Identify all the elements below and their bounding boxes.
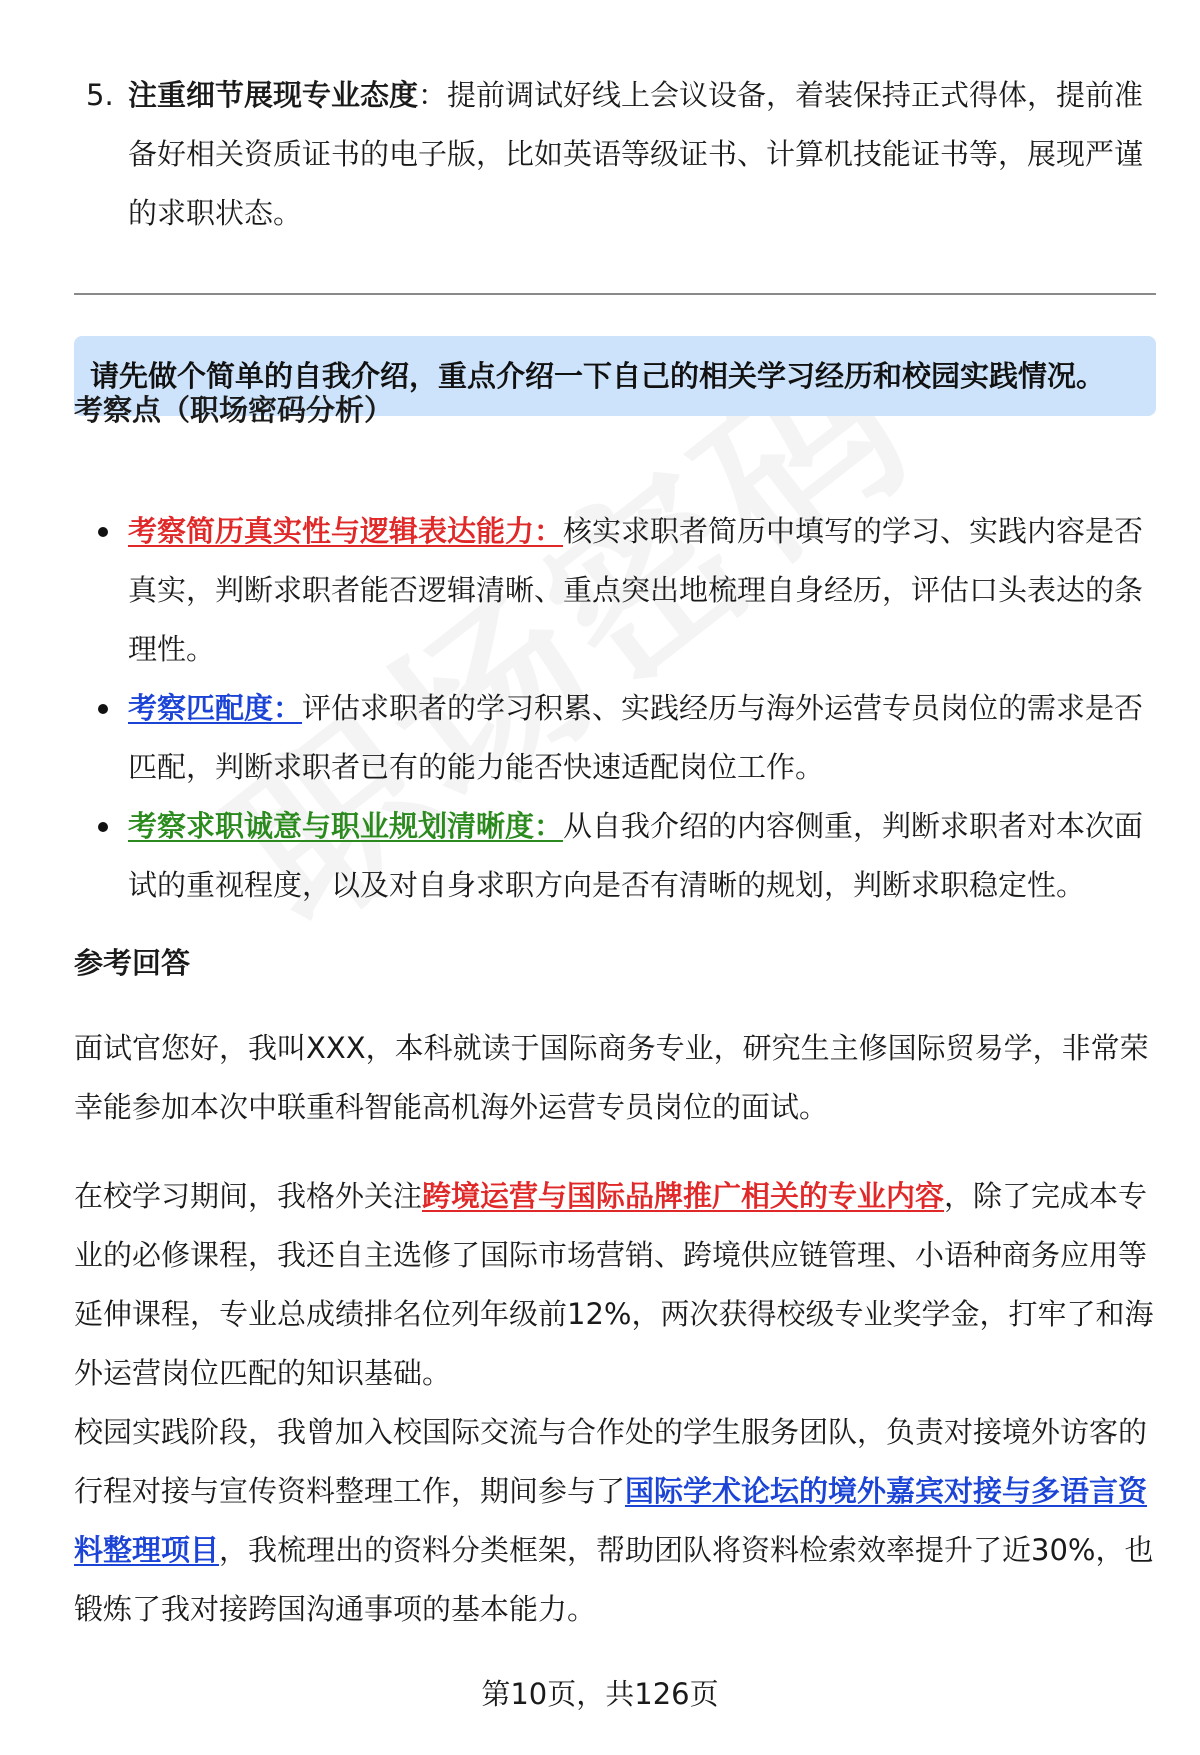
- paragraph-text: ，我梳理出的资料分类框架，帮助团队将资料检索效率提升了近30%，也锻炼了我对接跨国沟通事项的基本能力。: [74, 1533, 1154, 1626]
- answer-paragraph-3: [74, 1403, 1156, 1639]
- point-text: 核实求职者简历中填写的学习、实践内容是否真实，判断求职者能否逻辑清晰、重点突出地梳理自身经历，评估口头表达的条理性。: [128, 514, 1144, 666]
- assessment-heading: 考察点（职场密码分析）: [74, 393, 394, 427]
- item-body: [128, 66, 1146, 243]
- highlight-text: 跨境运营与国际品牌推广相关的专业内容: [422, 1179, 945, 1213]
- point-text: 从自我介绍的内容侧重，判断求职者对本次面试的重视程度，以及对自身求职方向是否有清晰的规划，判断求职稳定性。: [128, 809, 1144, 902]
- assessment-point: [74, 502, 1156, 679]
- bullet-dot-icon: [98, 822, 108, 832]
- interview-question: 请先做个简单的自我介绍，重点介绍一下自己的相关学习经历和校园实践情况。: [74, 336, 1156, 416]
- paragraph-text: 在校学习期间，我格外关注: [74, 1179, 423, 1213]
- item-text: ：提前调试好线上会议设备，着装保持正式得体，提前准备好相关资质证书的电子版，比如英语等级证书、计算机技能证书等，展现严谨的求职状态。: [128, 78, 1144, 230]
- paragraph-text: 校园实践阶段，我曾加入校国际交流与合作处的学生服务团队，负责对接境外访客的行程对接与宣传资料整理工作，期间参与了: [74, 1415, 1148, 1508]
- assessment-point: [74, 797, 1156, 915]
- point-label: 考察简历真实性与逻辑表达能力：: [128, 514, 564, 548]
- point-label: 考察匹配度：: [128, 691, 303, 725]
- item-number: 5.: [86, 78, 114, 112]
- page-number: 第10页，共126页: [481, 1677, 719, 1711]
- answer-paragraph-2: [74, 1167, 1156, 1403]
- answer-paragraph-1: 面试官您好，我叫XXX，本科就读于国际商务专业，研究生主修国际贸易学，非常荣幸能参加本次中联重科智能高机海外运营专员岗位的面试。: [74, 1031, 1149, 1124]
- answer-heading: 参考回答: [74, 946, 191, 980]
- highlight-text: 国际学术论坛的境外嘉宾对接与多语言资料整理项目: [74, 1474, 1148, 1567]
- assessment-point: [74, 679, 1156, 797]
- assessment-points: [74, 502, 1156, 915]
- list-item-5: [86, 66, 1146, 243]
- point-label: 考察求职诚意与职业规划清晰度：: [128, 809, 564, 843]
- section-divider: [74, 293, 1156, 295]
- point-text: 评估求职者的学习积累、实践经历与海外运营专员岗位的需求是否匹配，判断求职者已有的能力能否快速适配岗位工作。: [128, 691, 1144, 784]
- bullet-dot-icon: [98, 527, 108, 537]
- paragraph-text: ，除了完成本专业的必修课程，我还自主选修了国际市场营销、跨境供应链管理、小语种商务应用等延伸课程，专业总成绩排名位列年级前12%，两次获得校级专业奖学金，打牢了和海外运营岗位匹配的知识基础。: [74, 1179, 1154, 1390]
- item-title: 注重细节展现专业态度: [128, 78, 419, 112]
- bullet-dot-icon: [98, 704, 108, 714]
